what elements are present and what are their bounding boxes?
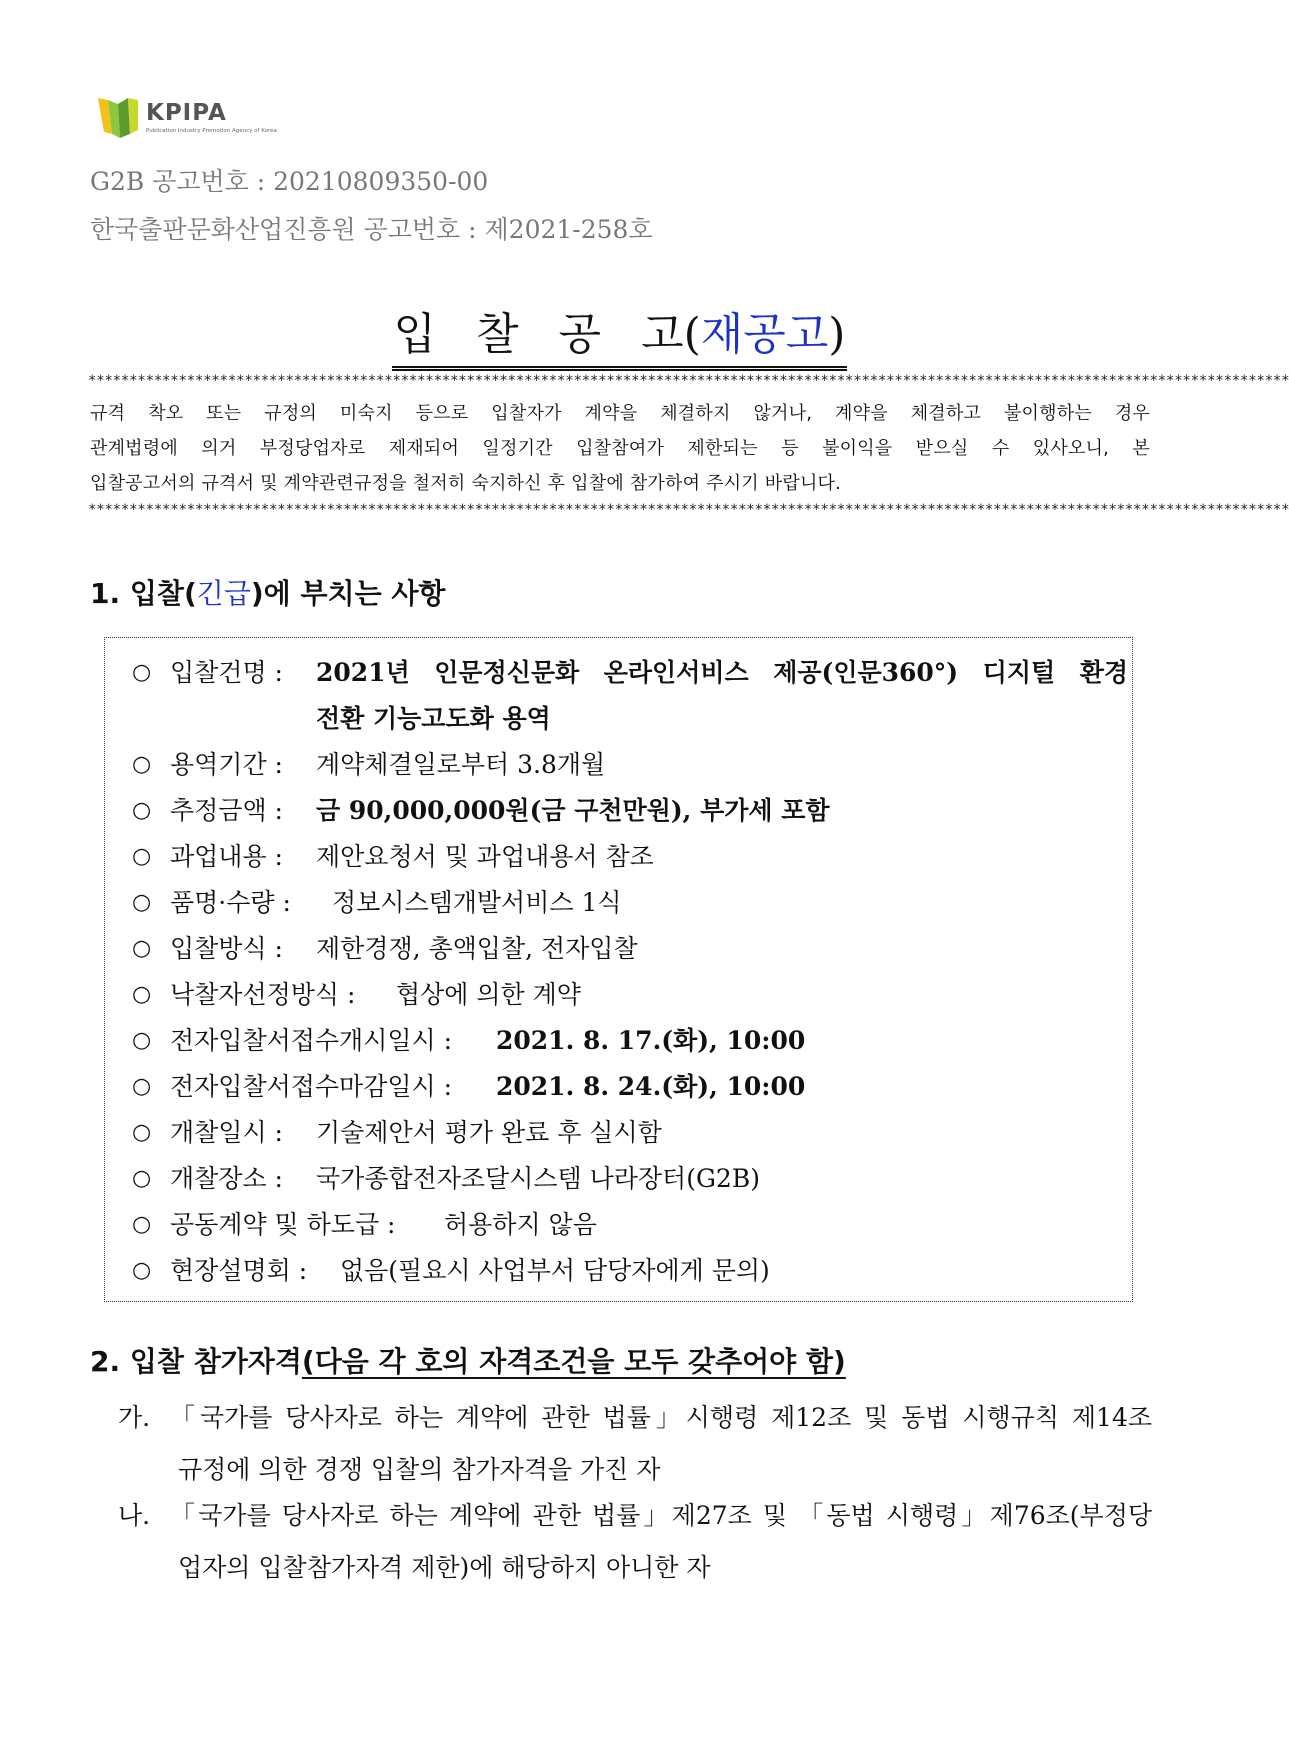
list-item [128,1202,1128,1248]
item-value: 2021년 인문정신문화 온라인서비스 제공(인문360°) 디지털 환경 [316,658,1128,687]
section1-urgent: 긴급 [196,577,251,610]
item-value: 없음(필요시 사업부서 담당자에게 문의) [340,1256,770,1285]
notice-line: 관계법령에 의거 부정당업자로 제재되어 일정기간 입찰참여가 제한되는 등 불이익을 받으실 수 있사오니, 본 [90,438,1150,459]
bullet-icon: ○ [132,1120,152,1145]
item-value: 기술제안서 평가 완료 후 실시함 [316,1118,662,1147]
list-item [128,834,1128,880]
page-title [0,298,1239,371]
list-item [128,1156,1128,1202]
bullet-icon: ○ [132,890,152,915]
bullet-icon: ○ [132,798,152,823]
bullet-icon: ○ [132,844,152,869]
item-label: 과업내용 : [170,842,283,871]
star-divider-top: ************************************************************************************************************************************************** [88,373,1289,389]
item-marker: 나. [118,1501,151,1530]
list-item [128,650,1128,742]
item-label: 전자입찰서접수개시일시 : [170,1026,453,1055]
item-label: 추정금액 : [170,796,283,825]
agency-notice-number: 한국출판문화산업진흥원 공고번호 : 제2021-258호 [90,215,653,244]
section1-prefix: 1. 입찰( [90,577,197,610]
item-value: 허용하지 않음 [444,1210,597,1239]
star-divider-bottom: ************************************************************************************************************************************************** [88,502,1289,518]
logo-subtitle: Publication Industry Promotion Agency of Korea [146,128,277,134]
book-logo-icon [96,94,142,142]
section2-heading [90,1340,846,1380]
list-item [128,788,1128,834]
list-item [128,1110,1128,1156]
item-value-continued: 전환 기능고도화 용역 [316,704,551,733]
list-item [128,972,1128,1018]
notice-paragraph [90,396,1150,501]
title-open-paren: ( [683,309,701,360]
section2-condition: (다음 각 호의 자격조건을 모두 갖추어야 함) [301,1345,846,1378]
item-value: 제안요청서 및 과업내용서 참조 [316,842,654,871]
list-item [128,880,1128,926]
title-reannouncement: 재공고 [700,309,829,360]
item-label: 용역기간 : [170,750,283,779]
qualification-line: 「국가를 당사자로 하는 계약에 관한 법률」제27조 및 「동법 시행령」제76조(부정당 [170,1501,1152,1530]
bullet-icon: ○ [132,1028,152,1053]
bullet-icon: ○ [132,1258,152,1283]
bullet-icon: ○ [132,1074,152,1099]
bullet-icon: ○ [132,982,152,1007]
item-label: 품명·수량 : [170,888,291,917]
item-label: 입찰방식 : [170,934,283,963]
section2-prefix: 2. 입찰 참가자격 [90,1345,302,1378]
bullet-icon: ○ [132,1212,152,1237]
item-value: 국가종합전자조달시스템 나라장터(G2B) [316,1164,760,1193]
qualification-line: 규정에 의한 경쟁 입찰의 참가자격을 가진 자 [178,1455,661,1484]
title-last: 고 [641,309,684,360]
title-main: 입찰공 [393,309,642,360]
item-label: 입찰건명 : [170,658,283,687]
logo-name: KPIPA [146,100,227,126]
item-value: 2021. 8. 24.(화), 10:00 [496,1072,806,1101]
notice-line: 입찰공고서의 규격서 및 계약관련규정을 철저히 숙지하신 후 입찰에 참가하여 주시기 바랍니다. [90,473,842,494]
list-item [128,742,1128,788]
title-close-paren: ) [828,309,846,360]
notice-line: 규격 착오 또는 규정의 미숙지 등으로 입찰자가 계약을 체결하지 않거나, 계약을 체결하고 불이행하는 경우 [90,403,1150,424]
item-value: 정보시스템개발서비스 1식 [332,888,622,917]
item-label: 전자입찰서접수마감일시 : [170,1072,453,1101]
item-label: 낙찰자선정방식 : [170,980,356,1009]
list-item [128,1018,1128,1064]
item-value: 2021. 8. 17.(화), 10:00 [496,1026,806,1055]
title-text [392,298,848,371]
item-marker: 가. [118,1403,151,1432]
qualification-line: 업자의 입찰참가자격 제한)에 해당하지 아니한 자 [178,1553,711,1582]
bullet-icon: ○ [132,1166,152,1191]
item-value: 협상에 의한 계약 [396,980,581,1009]
item-label: 개찰일시 : [170,1118,283,1147]
list-item [128,1248,1128,1294]
section1-suffix: )에 부치는 사항 [250,577,446,610]
item-label: 개찰장소 : [170,1164,283,1193]
item-label: 현장설명회 : [170,1256,308,1285]
item-value: 계약체결일로부터 3.8개월 [316,750,606,779]
kpipa-logo [96,94,296,146]
bullet-icon: ○ [132,660,152,685]
item-value: 금 90,000,000원(금 구천만원), 부가세 포함 [316,796,830,825]
item-value: 제한경쟁, 총액입찰, 전자입찰 [316,934,638,963]
qualification-line: 「국가를 당사자로 하는 계약에 관한 법률」시행령 제12조 및 동법 시행규칙 제14조 [170,1403,1152,1432]
g2b-notice-number: G2B 공고번호 : 20210809350-00 [90,167,489,196]
item-label: 공동계약 및 하도급 : [170,1210,396,1239]
bid-details-list [128,650,1128,1294]
bullet-icon: ○ [132,752,152,777]
list-item [128,926,1128,972]
bullet-icon: ○ [132,936,152,961]
section1-heading [90,572,445,612]
list-item [128,1064,1128,1110]
